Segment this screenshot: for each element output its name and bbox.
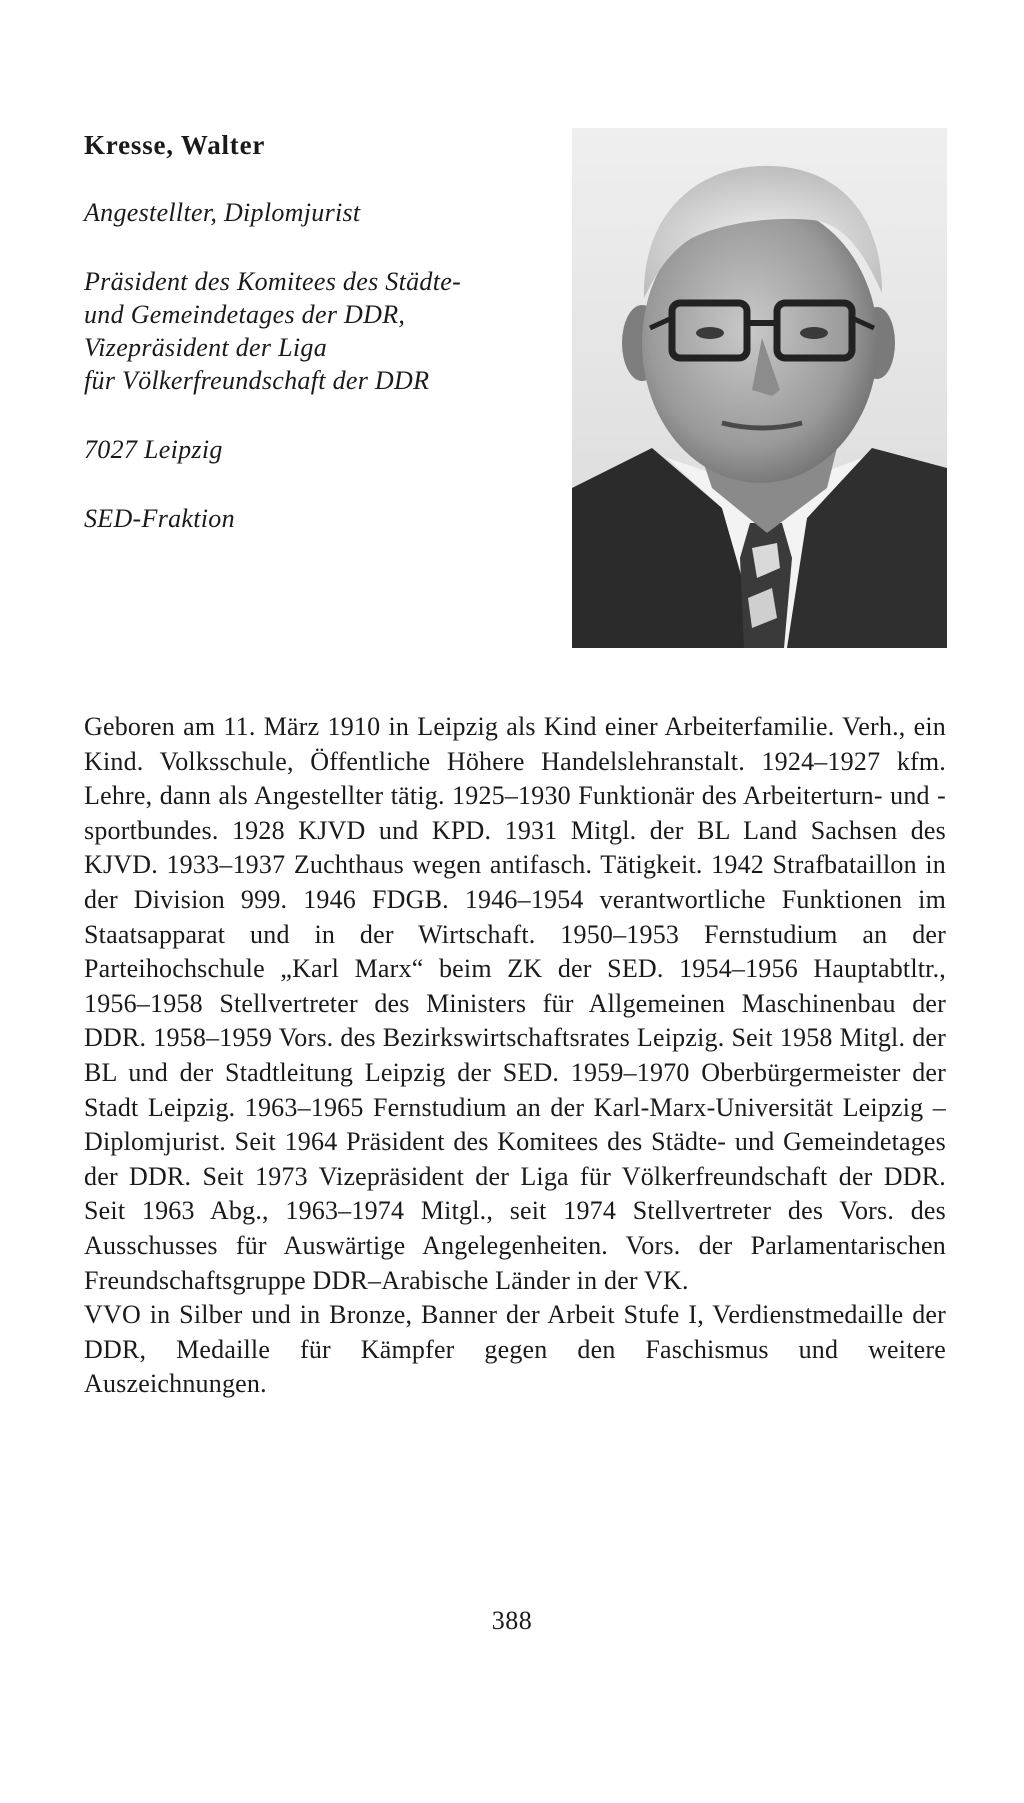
- office-line: für Völkerfreundschaft der DDR: [84, 366, 430, 395]
- awards-text: VVO in Silber und in Bronze, Banner der Arbeit Stufe I, Verdienstmedaille der DDR, Medaille für Kämpfer gegen den Faschismus und weitere Auszeichnungen.: [84, 1300, 946, 1399]
- office-line: Vizepräsident der Liga: [84, 333, 327, 362]
- entry-header: [84, 128, 554, 535]
- portrait-photo: [572, 128, 947, 648]
- page-number: 388: [491, 1606, 533, 1635]
- person-faction: SED-Fraktion: [84, 504, 235, 533]
- portrait-illustration: [572, 128, 947, 648]
- person-city: 7027 Leipzig: [84, 435, 223, 464]
- person-name: Kresse, Walter: [84, 130, 266, 160]
- office-line: Präsident des Komitees des Städte-: [84, 267, 462, 296]
- person-offices: [84, 265, 554, 397]
- office-line: und Gemeindetages der DDR,: [84, 300, 406, 329]
- person-profession: Angestellter, Diplomjurist: [84, 198, 361, 227]
- biography: [84, 710, 946, 1402]
- biography-text: Geboren am 11. März 1910 in Leipzig als Kind einer Arbeiterfamilie. Verh., ein Kind. Volksschule, Öffentliche Höhere Handelslehranstalt. 1924–1927 kfm. Lehre, dann als Angestellter tätig. 1925–1930 Funktionär des Arbeiterturn- und -sportbundes. 1928 KJVD und KPD. 1931 Mitgl. der BL Land Sachsen des KJVD. 1933–1937 Zuchthaus wegen antifasch. Tätigkeit. 1942 Strafbataillon in der Division 999. 1946 FDGB. 1946–1954 verantwortliche Funktionen im Staatsapparat und in der Wirtschaft. 1950–1953 Fernstudium an der Parteihochschule „Karl Marx“ beim ZK der SED. 1954–1956 Hauptabtltr., 1956–1958 Stellvertreter des Ministers für Allgemeinen Maschinenbau der DDR. 1958–1959 Vors. des Bezirkswirtschaftsrates Leipzig. Seit 1958 Mitgl. der BL und der Stadtleitung Leipzig der SED. 1959–1970 Oberbürgermeister der Stadt Leipzig. 1963–1965 Fernstudium an der Karl-Marx-Universität Leipzig – Diplomjurist. Seit 1964 Präsident des Komitees des Städte- und Gemeindetages der DDR. Seit 1973 Vizepräsident der Liga für Völkerfreundschaft der DDR. Seit 1963 Abg., 1963–1974 Mitgl., seit 1974 Stellvertreter des Vors. des Ausschusses für Auswärtige Angelegenheiten. Vors. der Parlamentarischen Freundschaftsgruppe DDR–Arabische Länder in der VK.: [84, 712, 946, 1295]
